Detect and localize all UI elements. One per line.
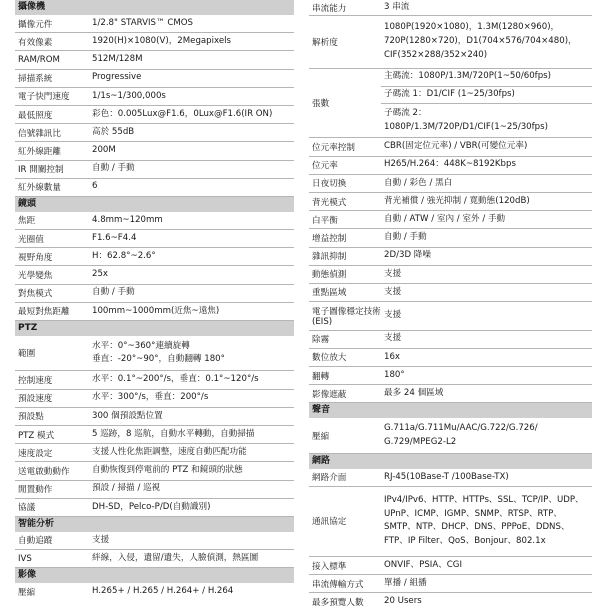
spec-row <box>15 230 294 248</box>
spec-value-line: 支援人性化焦距調整，速度自動匹配功能 <box>92 446 247 457</box>
spec-row <box>309 284 592 302</box>
spec-value-line: UPnP、ICMP、IGMP、SNMP、RTSP、RTP、 <box>384 508 562 519</box>
spec-value-line: 200M <box>92 145 116 156</box>
spec-label: 通訊協定 <box>312 517 347 528</box>
spec-value-line: 絆線，入侵，遺留/遺失，人臉偵測，熱區圖 <box>92 552 259 563</box>
spec-row <box>309 487 592 557</box>
spec-value <box>89 70 294 87</box>
spec-label: 信號雜訊比 <box>18 128 61 139</box>
spec-label: 雜訊抑制 <box>312 252 347 263</box>
spec-value <box>89 161 294 178</box>
spec-value-line: G.711a/G.711Mu/AAC/G.722/G.726/ <box>384 422 538 433</box>
spec-value-line: 2D/3D 降噪 <box>384 250 431 261</box>
spec-label: 背光模式 <box>312 197 347 208</box>
spec-value-line: 最多 24 個區域 <box>384 387 444 398</box>
spec-row <box>15 179 294 197</box>
spec-label: 位元率控制 <box>312 142 355 153</box>
spec-value-line: 1080P/1.3M/720P/D1/CIF(1~25/30fps) <box>384 121 548 132</box>
spec-label: 掃描系統 <box>18 74 53 85</box>
spec-label: 最短對焦距離 <box>18 307 70 318</box>
spec-label: 攝像元件 <box>18 19 53 30</box>
spec-row <box>15 15 294 33</box>
spec-subvalue <box>381 86 592 103</box>
spec-value <box>89 106 294 123</box>
spec-value <box>381 0 592 15</box>
spec-row <box>15 462 294 480</box>
spec-label: 壓縮 <box>312 431 330 442</box>
spec-label: 紅外線數量 <box>18 183 61 194</box>
spec-value-line: 支援 <box>384 268 402 279</box>
spec-value-line: 6 <box>92 181 98 192</box>
spec-value-line: 單播 / 組播 <box>384 577 427 588</box>
spec-value <box>89 142 294 159</box>
spec-row <box>309 349 592 367</box>
spec-value-line: H：62.8°~2.6° <box>92 251 156 262</box>
spec-label: 範圍 <box>18 349 36 360</box>
spec-value <box>381 284 592 301</box>
spec-label: 重點區域 <box>312 288 347 299</box>
spec-value <box>89 336 294 370</box>
spec-value-line: CIF(352×288/352×240) <box>384 49 488 60</box>
spec-row <box>15 51 294 69</box>
spec-value-line: 16x <box>384 351 401 362</box>
spec-value <box>89 390 294 407</box>
spec-label: 閒置動作 <box>18 485 53 496</box>
spec-value-line: 支援 <box>384 286 402 297</box>
spec-label: 紅外線距離 <box>18 146 61 157</box>
spec-value-line: 高於 55dB <box>92 126 135 137</box>
spec-value <box>89 285 294 302</box>
spec-label: 解析度 <box>312 37 338 48</box>
spec-value <box>381 593 592 610</box>
spec-value <box>89 15 294 32</box>
spec-row <box>309 575 592 593</box>
spec-value-line: 1920(H)×1080(V)，2Megapixels <box>92 35 231 46</box>
section-header: 智能分析 <box>15 517 294 532</box>
spec-value-line: 4.8mm~120mm <box>92 214 163 225</box>
spec-value-line: G.729/MPEG2-L2 <box>384 436 457 447</box>
spec-value <box>381 385 592 402</box>
spec-label: IVS <box>18 553 32 564</box>
spec-row <box>15 336 294 371</box>
spec-row <box>15 583 294 600</box>
spec-row <box>309 175 592 193</box>
spec-row <box>309 69 592 139</box>
spec-value <box>89 266 294 283</box>
spec-row <box>309 302 592 331</box>
spec-row <box>309 157 592 175</box>
spec-value <box>381 418 592 452</box>
spec-value-line: 720P(1280×720)，D1(704×576/704×480)， <box>384 36 577 46</box>
spec-label: 除霧 <box>312 335 330 346</box>
spec-label: 最多預覽人數 <box>312 597 364 608</box>
spec-row <box>15 444 294 462</box>
spec-value-line: 自動恢復到停電前的 PTZ 和鏡頭的狀態 <box>92 465 243 476</box>
spec-row <box>15 70 294 88</box>
spec-row <box>15 124 294 142</box>
spec-value <box>381 138 592 155</box>
spec-value-line: 水平：0°~360°連續旋轉 <box>92 340 190 351</box>
spec-value-line: ONVIF、PSIA、CGI <box>384 559 462 570</box>
spec-row <box>309 193 592 211</box>
spec-value-line: 自動 / 手動 <box>92 163 135 174</box>
spec-label: 預設點 <box>18 412 44 423</box>
spec-value-line: 水平：0.1°~200°/s，垂直：0.1°~120°/s <box>92 374 259 385</box>
spec-value-line: 3 串流 <box>384 1 410 12</box>
spec-label: 視野角度 <box>18 252 53 263</box>
spec-label: 送電啟動動作 <box>18 466 70 477</box>
spec-row <box>15 499 294 517</box>
spec-row <box>309 331 592 349</box>
spec-value-line: 預設 / 掃描 / 巡視 <box>92 483 161 494</box>
spec-value-line: 512M/128M <box>92 54 143 65</box>
spec-label: 電子快門速度 <box>18 92 70 103</box>
spec-value-line: H.265+ / H.265 / H.264+ / H.264 <box>92 586 234 597</box>
spec-value-line: 支援 <box>384 333 402 344</box>
spec-label: 焦距 <box>18 216 36 227</box>
spec-label: IR 開關控制 <box>18 165 64 176</box>
section-header: 鏡頭 <box>15 197 294 212</box>
spec-row <box>15 33 294 51</box>
spec-label: 有效像素 <box>18 37 53 48</box>
spec-value <box>381 331 592 348</box>
spec-value <box>89 33 294 50</box>
spec-value <box>89 408 294 425</box>
spec-label: 接入標準 <box>312 561 347 572</box>
spec-row <box>309 138 592 156</box>
spec-column-left <box>15 0 294 600</box>
spec-value-line: 子碼流 2： <box>384 108 427 119</box>
section-header: 攝像機 <box>15 0 294 15</box>
spec-label: PTZ 模式 <box>18 430 55 441</box>
spec-value <box>381 248 592 265</box>
spec-value-line: DH-SD，Pelco-P/D(自動識別) <box>92 501 211 512</box>
spec-value-line: 1/2.8" STARVIS™ CMOS <box>92 17 193 28</box>
spec-label: 張數 <box>312 98 330 109</box>
spec-row <box>15 408 294 426</box>
spec-value <box>381 69 592 138</box>
spec-label: 壓縮 <box>18 587 36 598</box>
spec-row <box>15 532 294 550</box>
section-header: 影像 <box>15 568 294 583</box>
spec-row <box>15 106 294 124</box>
spec-value-line: 1/1s~1/300,000s <box>92 90 166 101</box>
spec-value-line: 水平：300°/s，垂直：200°/s <box>92 392 209 403</box>
spec-value <box>381 266 592 283</box>
spec-value-line: 自動 / 彩色 / 黑白 <box>384 177 453 188</box>
section-header: 網路 <box>309 454 592 469</box>
spec-subvalue <box>381 103 592 137</box>
spec-row <box>309 0 592 16</box>
spec-value-line: F1.6~F4.4 <box>92 232 137 243</box>
spec-value-line: IPv4/IPv6、HTTP、HTTPs、SSL、TCP/IP、UDP、 <box>384 495 584 506</box>
spec-label: 自動追蹤 <box>18 536 53 547</box>
spec-label: 光學變焦 <box>18 271 53 282</box>
spec-row <box>15 212 294 230</box>
spec-value <box>381 557 592 574</box>
spec-value <box>381 575 592 592</box>
spec-row <box>15 248 294 266</box>
spec-label: RAM/ROM <box>18 54 60 65</box>
spec-value-line: 25x <box>92 269 109 280</box>
spec-value-line: 180° <box>384 369 405 380</box>
spec-label: 光圈值 <box>18 234 44 245</box>
spec-value <box>381 229 592 246</box>
spec-value <box>89 481 294 498</box>
spec-row <box>15 142 294 160</box>
spec-value-line: CBR(固定位元率) / VBR(可變位元率) <box>384 141 528 152</box>
spec-label: 動態偵測 <box>312 270 347 281</box>
spec-value-line: FTP、IP Filter、QoS、Bonjour、802.1x <box>384 536 546 546</box>
spec-row <box>15 285 294 303</box>
spec-value <box>89 444 294 461</box>
spec-row <box>15 161 294 179</box>
spec-value <box>89 212 294 229</box>
spec-value <box>89 371 294 388</box>
spec-label: 最低照度 <box>18 110 53 121</box>
spec-value-line: 彩色：0.005Lux@F1.6，0Lux@F1.6(IR ON) <box>92 108 273 119</box>
spec-row <box>309 557 592 575</box>
spec-row <box>15 88 294 106</box>
spec-value <box>89 230 294 247</box>
spec-row <box>309 248 592 266</box>
spec-value-line: 支援 <box>384 310 402 321</box>
spec-value <box>89 550 294 567</box>
spec-value-line: 背光補償 / 強光抑制 / 寬動態(120dB) <box>384 195 530 206</box>
spec-value <box>381 302 592 330</box>
spec-value <box>89 51 294 68</box>
spec-value <box>89 88 294 105</box>
spec-value <box>381 193 592 210</box>
spec-value <box>89 124 294 141</box>
spec-row <box>15 426 294 444</box>
spec-label: 串流能力 <box>312 3 347 14</box>
spec-row <box>309 16 592 69</box>
spec-row <box>309 418 592 453</box>
spec-value <box>381 487 592 556</box>
section-header: PTZ <box>15 321 294 336</box>
spec-row <box>309 469 592 487</box>
spec-value <box>89 303 294 320</box>
spec-value <box>89 248 294 265</box>
spec-label: 影像遮蔽 <box>312 389 347 400</box>
spec-value <box>381 157 592 174</box>
spec-row <box>15 303 294 321</box>
spec-label: 協議 <box>18 503 36 514</box>
spec-row <box>15 266 294 284</box>
spec-row <box>15 390 294 408</box>
spec-value-line: 主碼流：1080P/1.3M/720P(1~50/60fps) <box>384 71 551 82</box>
spec-label: 增益控制 <box>312 233 347 244</box>
spec-value-line: 300 個預設點位置 <box>92 410 163 421</box>
spec-value-line: 子碼流 1：D1/CIF (1~25/30fps) <box>384 89 515 100</box>
spec-value-line: 支援 <box>92 534 110 545</box>
spec-value <box>89 179 294 196</box>
spec-value-line: RJ-45(10Base-T /100Base-TX) <box>384 471 509 482</box>
spec-row <box>309 229 592 247</box>
spec-value-line: 20 Users <box>384 596 422 607</box>
spec-value-line: 垂直：-20°~90°，自動翻轉 180° <box>92 354 225 365</box>
spec-value <box>381 175 592 192</box>
spec-row <box>309 367 592 385</box>
spec-label: 網路介面 <box>312 473 347 484</box>
spec-value-line: 100mm~1000mm(近焦~遠焦) <box>92 305 220 316</box>
spec-label: 電子圖像穩定技術(EIS) <box>312 306 381 327</box>
spec-label: 速度設定 <box>18 448 53 459</box>
spec-value <box>381 211 592 228</box>
spec-value <box>89 462 294 479</box>
spec-label: 白平衡 <box>312 215 338 226</box>
spec-row <box>15 550 294 568</box>
spec-value-line: SMTP、NTP、DHCP、DNS、PPPoE、DDNS、 <box>384 522 570 533</box>
spec-value <box>381 367 592 384</box>
spec-label: 位元率 <box>312 161 338 172</box>
spec-value-line: 自動 / ATW / 室內 / 室外 / 手動 <box>384 213 506 224</box>
spec-value <box>89 499 294 516</box>
spec-value-line: 1080P(1920×1080)，1.3M(1280×960)， <box>384 22 560 33</box>
spec-label: 控制速度 <box>18 375 53 386</box>
spec-row <box>309 211 592 229</box>
spec-label: 數位放大 <box>312 353 347 364</box>
spec-column-right <box>309 0 592 610</box>
spec-value <box>89 583 294 600</box>
spec-row <box>309 385 592 403</box>
spec-subvalue <box>381 69 592 86</box>
spec-row <box>309 593 592 610</box>
spec-value <box>381 16 592 68</box>
spec-label: 串流傳輸方式 <box>312 579 364 590</box>
spec-value-line: 自動 / 手動 <box>384 232 427 243</box>
spec-value-line: Progressive <box>92 72 142 83</box>
spec-row <box>15 481 294 499</box>
spec-value <box>89 426 294 443</box>
spec-value-line: 5 巡跡，8 巡航，自動水平轉動，自動掃描 <box>92 428 255 439</box>
spec-label: 日夜切換 <box>312 179 347 190</box>
spec-row <box>309 266 592 284</box>
spec-label: 預設速度 <box>18 394 53 405</box>
spec-value <box>381 469 592 486</box>
spec-value <box>381 349 592 366</box>
spec-value-line: 自動 / 手動 <box>92 287 135 298</box>
spec-label: 翻轉 <box>312 371 330 382</box>
spec-label: 對焦模式 <box>18 289 53 300</box>
spec-value <box>89 532 294 549</box>
spec-row <box>15 371 294 389</box>
section-header: 聲音 <box>309 403 592 418</box>
spec-value-line: H265/H.264：448K~8192Kbps <box>384 159 516 170</box>
